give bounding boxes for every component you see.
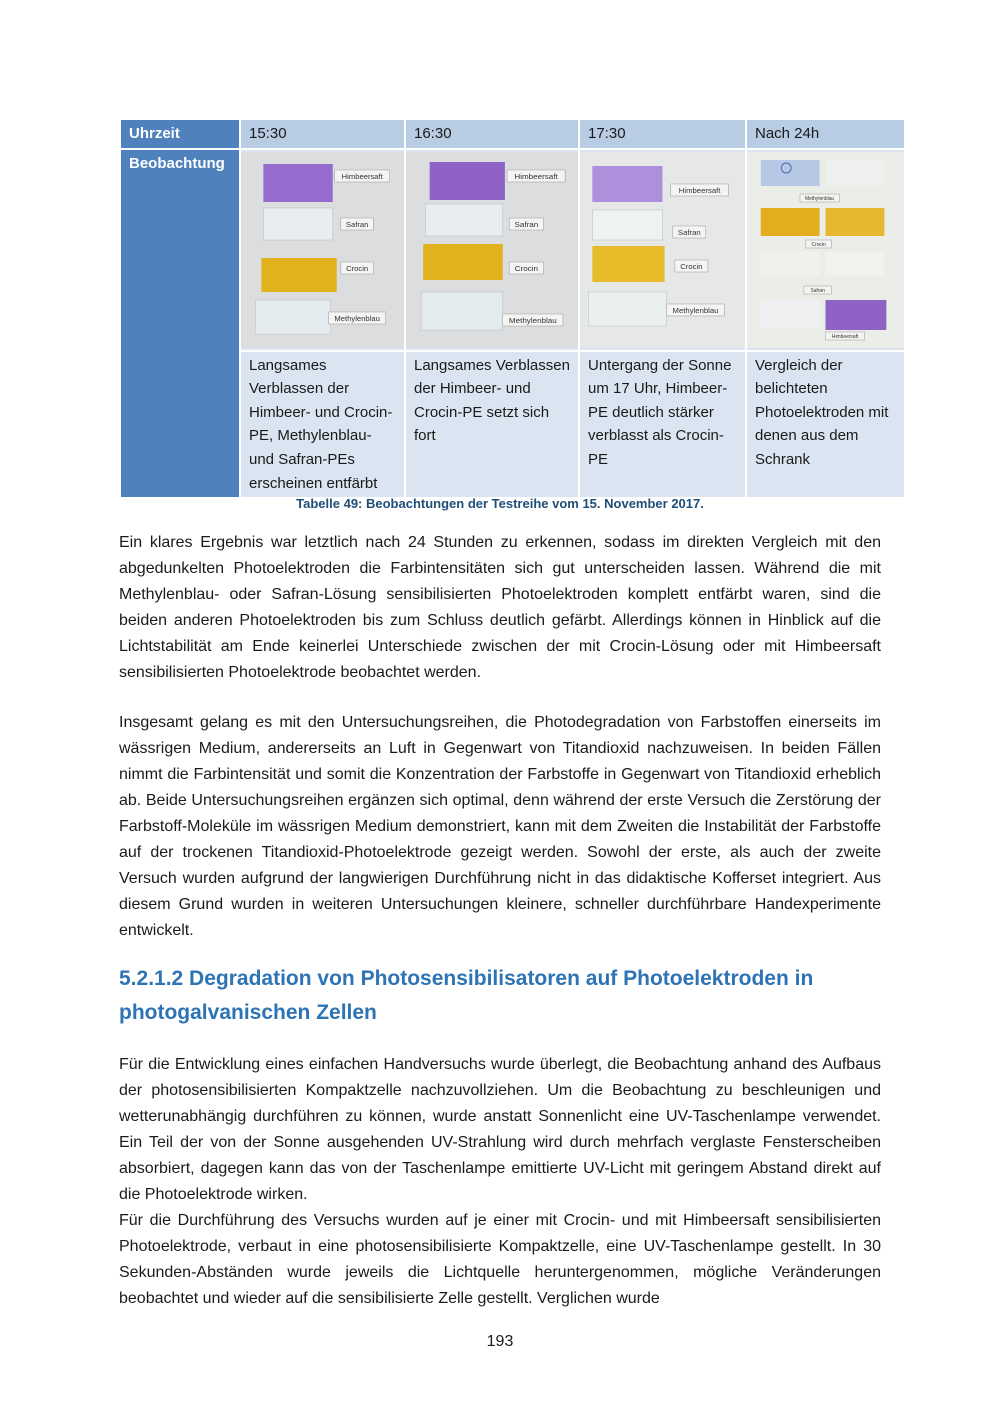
table-row-photos <box>120 149 905 351</box>
section-heading: 5.2.1.2 Degradation von Photosensibilisatoren auf Photoelektroden in photogalvanischen Zellen <box>119 967 814 1024</box>
time-cell: Nach 24h <box>746 119 905 149</box>
row-header-observation: Beobachtung <box>120 149 240 499</box>
time-cell: 15:30 <box>240 119 405 149</box>
observation-description: Untergang der Sonne um 17 Uhr, Himbeer-PE deutlich stärker verblasst als Crocin-PE <box>579 351 746 499</box>
photo-label: Crocin <box>811 242 826 248</box>
photo-cell <box>240 149 405 351</box>
photo-electrodes-24h <box>747 152 904 348</box>
photo-label: Himbeersaft <box>514 171 558 181</box>
photo-label: Himbeersaft <box>678 185 721 195</box>
photo-cell <box>746 149 905 351</box>
table-row-time <box>120 119 905 149</box>
photo-label: Methylenblau <box>334 313 380 323</box>
photo-electrodes-1630 <box>406 152 578 348</box>
time-cell: 16:30 <box>405 119 579 149</box>
observation-description: Vergleich der belichteten Photoelektroden mit denen aus dem Schrank <box>746 351 905 499</box>
paragraph-durchfuehrung: Für die Durchführung des Versuchs wurden auf je einer mit Crocin- und mit Himbeersaft sensibilisierten Photoelektrode, verbaut in eine photosensibilisierte Kompaktzelle, eine UV-Taschenlampe gestellt. In 30 Sekunden-Abständen wurde jeweils die Lichtquelle heruntergenommen, mögliche Veränderungen beobachtet und wieder auf die sensibilisierte Zelle gestellt. Verglichen wurde <box>119 1212 881 1307</box>
photo-cell <box>405 149 579 351</box>
photo-label: Safran <box>677 227 701 237</box>
observation-table <box>119 118 906 499</box>
photo-label: Methylenblau <box>672 305 719 315</box>
page-number: 193 <box>486 1333 514 1350</box>
observation-description: Langsames Verblassen der Himbeer- und Crocin-PE setzt sich fort <box>405 351 579 499</box>
paragraph-summary: Insgesamt gelang es mit den Untersuchungsreihen, die Photodegradation von Farbstoffen einerseits im wässrigen Medium, andererseits an Luft in Gegenwart von Titandioxid nachzuweisen. In beiden Fällen nimmt die Farbintensität und somit die Konzentration der Farbstoffe in Gegenwart von Titandioxid erheblich ab. Beide Untersuchungsreihen ergänzen sich optimal, denn während der erste Versuch die Zerstörung der Farbstoff-Moleküle im wässrigen Medium demonstriert, kann mit dem Zweiten die Instabilität der Farbstoffe auf der trockenen Titandioxid-Photoelektrode gezeigt werden. Sowohl der erste, als auch der zweite Versuch wurden aufgrund der langwierigen Durchführung nicht in das didaktische Kofferset integriert. Aus diesem Grund wurden in weiteren Untersuchungen kleinere, schneller durchführbare Handexperimente entwickelt. <box>119 714 881 939</box>
photo-label: Methylenblau <box>805 196 835 202</box>
photo-label: Himbeersaft <box>341 171 383 181</box>
photo-label: Crocin <box>514 263 539 273</box>
row-header-time: Uhrzeit <box>120 119 240 149</box>
photo-label: Crocin <box>680 261 703 271</box>
photo-label: Himbeersaft <box>831 334 859 340</box>
time-cell: 17:30 <box>579 119 746 149</box>
photo-electrodes-1730 <box>580 152 745 348</box>
paragraph-handversuch: Für die Entwicklung eines einfachen Handversuchs wurde überlegt, die Beobachtung anhand des Aufbaus der photosensibilisierten Kompaktzelle nachzuvollziehen. Um die Beobachtung zu beschleunigen und wetterunabhängig durchführen zu können, wurde anstatt Sonnenlicht eine UV-Taschenlampe verwendet. Ein Teil der von der Sonne ausgehenden UV-Strahlung wird durch mehrfach verglaste Fensterscheiben absorbiert, dagegen kann das von der Taschenlampe emittierte UV-Licht mit geringem Abstand direkt auf die Photoelektrode wirken. <box>119 1056 881 1203</box>
photo-label: Safran <box>345 219 369 229</box>
paragraph-result: Ein klares Ergebnis war letztlich nach 24 Stunden zu erkennen, sodass im direkten Vergleich mit den abgedunkelten Photoelektroden die Farbintensitäten sich gut unterscheiden lassen. Während die mit Methylenblau- oder Safran-Lösung sensibilisierten Photoelektroden komplett entfärbt waren, sind die beiden anderen Photoelektroden bis zum Schluss deutlich gefärbt. Allerdings können in Hinblick auf die Lichtstabilität am Ende keinerlei Unterschiede zwischen der mit Crocin-Lösung oder mit Himbeersaft sensibilisierten Photoelektrode beobachtet werden. <box>119 534 881 681</box>
table-caption: Tabelle 49: Beobachtungen der Testreihe vom 15. November 2017. <box>296 496 704 511</box>
photo-label: Methylenblau <box>508 315 557 325</box>
observation-description: Langsames Verblassen der Himbeer- und Crocin-PE, Methylenblau- und Safran-PEs erscheinen entfärbt <box>240 351 405 499</box>
photo-label: Safran <box>514 219 539 229</box>
photo-electrodes-1530 <box>241 152 404 348</box>
photo-cell <box>579 149 746 351</box>
photo-label: Safran <box>810 288 825 294</box>
photo-label: Crocin <box>346 263 369 273</box>
